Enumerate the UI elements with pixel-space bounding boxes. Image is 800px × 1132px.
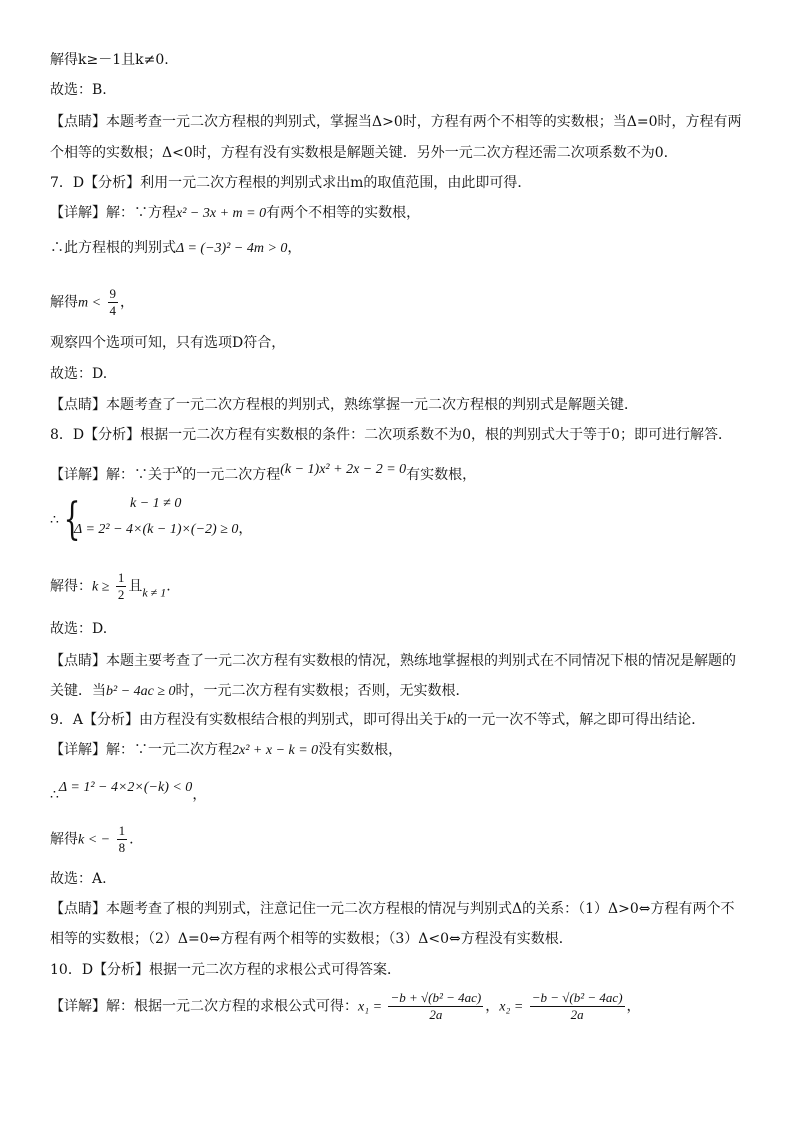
therefore-symbol: ∴ (50, 787, 59, 803)
line-6 (50, 203, 420, 224)
line-25: 相等的实数根；（2）Δ=0⇔方程有两个相等的实数根；（3）Δ<0⇔方程没有实数根． (50, 931, 573, 947)
denominator: 2a (429, 1007, 443, 1022)
root-formula-2 (530, 990, 625, 1023)
line-3: 【点睛】本题考查一元二次方程根的判别式，掌握当Δ>0时，方程有两个不相等的实数根；当Δ=0时，方程有两 (50, 114, 742, 130)
equation: x² − 3x + m = 0 (176, 206, 267, 221)
line-7 (50, 238, 301, 259)
text: ， (192, 787, 207, 803)
denominator: 8 (118, 840, 126, 855)
fraction-1-over-2 (116, 570, 127, 603)
x1-label: x₁ = (358, 999, 383, 1015)
line-15 (50, 570, 171, 603)
text: ∴此方程根的判别式 (50, 240, 176, 256)
numerator: −b + √(b² − 4ac) (390, 990, 482, 1005)
brace: { (63, 494, 81, 545)
x2-label: x₂ = (499, 999, 524, 1015)
line-26: 10．D【分析】根据一元二次方程的求根公式可得答案． (50, 962, 402, 978)
text: ， (626, 998, 641, 1015)
numerator: 1 (118, 823, 126, 838)
text: 没有实数根， (318, 742, 403, 758)
line-8 (50, 286, 134, 319)
line-11: 【点睛】本题考查了一元二次方程根的判别式，熟练掌握一元二次方程根的判别式是解题关键． (50, 397, 638, 413)
line-27 (50, 990, 641, 1023)
inequality: b² − 4ac ≥ 0 (106, 684, 176, 699)
line-18 (50, 681, 470, 702)
fraction-1-over-8 (117, 823, 128, 856)
text: 解得： (50, 578, 92, 595)
line-17: 【点睛】本题主要考查了一元二次方程有实数根的情况，熟练地掌握根的判别式在不同情况下根的情况是解题的 (50, 653, 736, 669)
fraction-9-over-4 (108, 286, 119, 319)
numerator: 1 (117, 570, 125, 585)
text: 解得 (50, 831, 78, 848)
denominator: 2a (570, 1007, 584, 1022)
line-5: 7．D【分析】利用一元二次方程根的判别式求出m的取值范围，由此即可得． (50, 175, 532, 191)
line-23: 故选：A. (50, 871, 107, 887)
line-13 (50, 460, 476, 485)
inequality: k < − (78, 832, 111, 848)
text: 【详解】解：∵方程 (50, 205, 176, 221)
separator: ， (485, 998, 500, 1015)
text: 的一元二次方程 (182, 467, 281, 483)
line-2: 故选：B. (50, 82, 107, 98)
text: ， (120, 294, 135, 311)
text: 【详解】解：根据一元二次方程的求根公式可得： (50, 998, 358, 1015)
text: 有两个不相等的实数根， (266, 205, 421, 221)
line-22 (50, 823, 134, 856)
line-9: 观察四个选项可知，只有选项D符合， (50, 335, 286, 351)
line-19 (50, 710, 705, 731)
line-21 (50, 778, 206, 805)
text: 有实数根， (406, 467, 477, 483)
system-equation-2 (74, 518, 252, 538)
text: 时，一元二次方程有实数根；否则，无实数根． (175, 683, 470, 699)
variable-x: x (176, 462, 183, 477)
numerator: 9 (109, 286, 117, 301)
text: . (129, 831, 134, 848)
text: 且 (128, 578, 143, 595)
system-equation-2-text: Δ = 2² − 4×(k − 1)×(−2) ≥ 0 (74, 522, 239, 537)
inequality: k ≥ (92, 579, 110, 595)
therefore-symbol: ∴ (50, 512, 59, 528)
line-24: 【点睛】本题考查了根的判别式，注意记住一元二次方程根的情况与判别式Δ的关系：（1）Δ>0⇔方程有两个不 (50, 901, 735, 917)
equation: (k − 1)x² + 2x − 2 = 0 (280, 462, 407, 477)
text: 解得 (50, 294, 78, 311)
numerator: −b − √(b² − 4ac) (531, 990, 623, 1005)
text: 9．A【分析】由方程没有实数根结合根的判别式，即可得出关于 (50, 712, 448, 728)
equation: 2x² + x − k = 0 (232, 743, 319, 758)
text: 【详解】解：∵关于 (50, 467, 176, 483)
text: . (166, 578, 171, 595)
text: 的一元一次不等式，解之即可得出结论． (453, 712, 706, 728)
text: 关键．当 (50, 683, 106, 699)
line-20 (50, 740, 402, 761)
discriminant-expression: Δ = (−3)² − 4m > 0 (176, 241, 288, 256)
denominator: 2 (117, 587, 125, 602)
line-16: 故选：D. (50, 621, 108, 637)
system-equation-1: k − 1 ≠ 0 (130, 496, 182, 511)
inequality: m < (78, 295, 102, 311)
root-formula-1 (388, 990, 483, 1023)
equation-system (50, 496, 350, 546)
line-10: 故选：D. (50, 366, 108, 382)
condition: k ≠ 1 (142, 585, 167, 600)
line-12: 8．D【分析】根据一元二次方程有实数根的条件：二次项系数不为0，根的判别式大于等于0；即可进行解答． (50, 427, 732, 443)
text: 【详解】解：∵一元二次方程 (50, 742, 232, 758)
line-4: 个相等的实数根；Δ<0时，方程有没有实数根是解题关键．另外一元二次方程还需二次项系数不为0. (50, 145, 669, 161)
line-1: 解得k≥－1且k≠0. (50, 52, 169, 68)
comma: ， (238, 522, 253, 537)
text: ， (287, 240, 302, 256)
variable-k: k (447, 713, 454, 728)
discriminant-expression: Δ = 1² − 4×2×(−k) < 0 (58, 780, 193, 795)
denominator: 4 (109, 303, 117, 318)
